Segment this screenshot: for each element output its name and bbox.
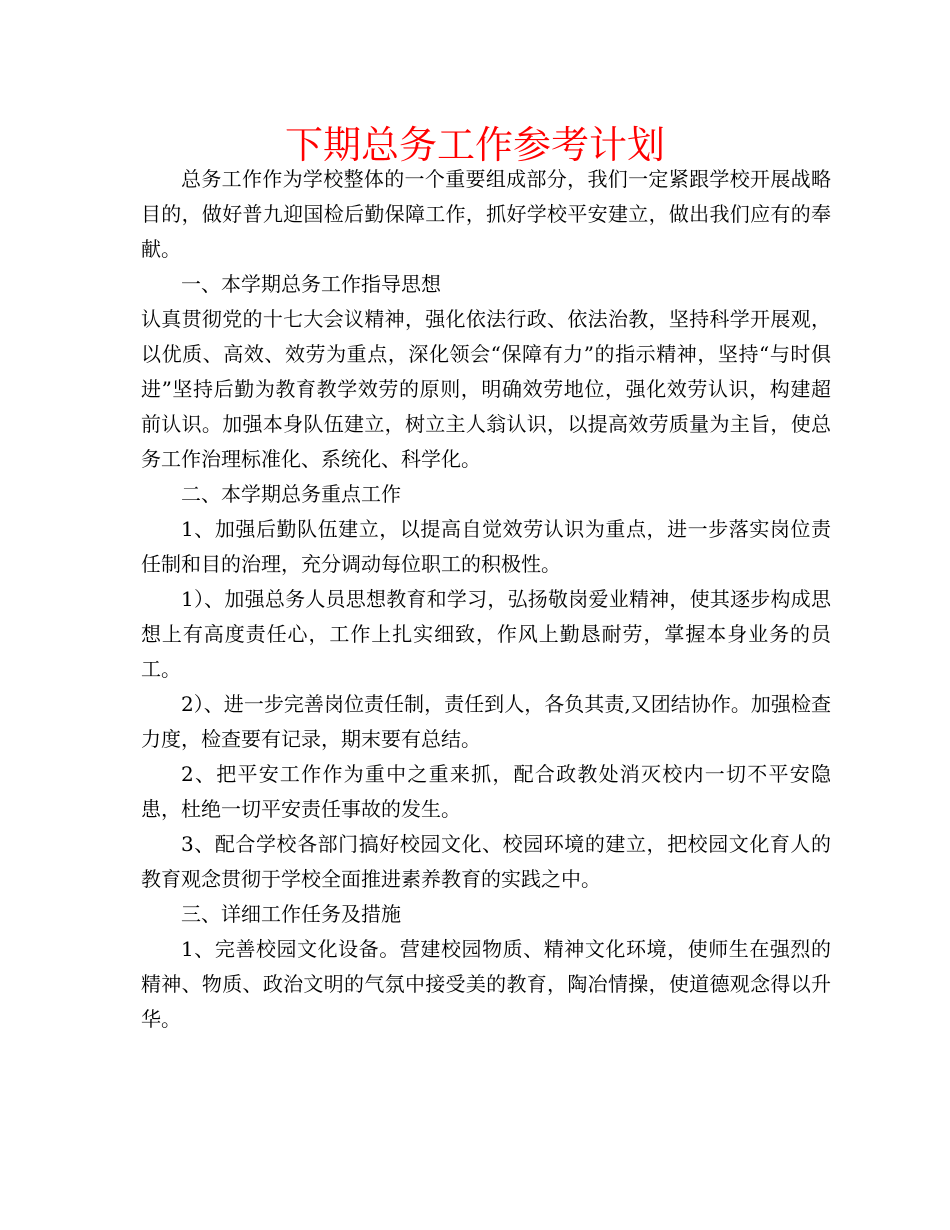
document-title: 下期总务工作参考计划 [284,123,665,167]
paragraph-subitem-1: 1）、加强总务人员思想教育和学习，弘扬敬岗爱业精神，使其逐步构成思想上有高度责任心，工作上扎实细致，作风上勤恳耐劳，掌握本身业务的员工。 [141,587,831,681]
section-heading-key-work: 二、本学期总务重点工作 [181,482,401,506]
paragraph-guiding-thought: 认真贯彻党的十七大会议精神，强化依法行政、依法治教，坚持科学开展观，以优质、高效、效劳为重点，深化领会“保障有力”的指示精神，坚持“与时俱进”坚持后勤为教育教学效劳的原则，明确效劳地位，强化效劳认识，构建超前认识。加强本身队伍建立，树立主人翁认识，以提高效劳质量为主旨，使总务工作治理标准化、系统化、科学化。 [141,307,831,471]
paragraph-item-1: 1、加强后勤队伍建立，以提高自觉效劳认识为重点，进一步落实岗位责任制和目的治理，充分调动每位职工的积极性。 [141,517,831,576]
section-heading-guiding-thought: 一、本学期总务工作指导思想 [181,272,441,296]
paragraph-item-2: 2、把平安工作作为重中之重来抓，配合政教处消灭校内一切不平安隐患，杜绝一切平安责任事故的发生。 [141,762,831,821]
paragraph-task-1: 1、完善校园文化设备。营建校园物质、精神文化环境，使师生在强烈的精神、物质、政治文明的气氛中接受美的教育，陶冶情操，使道德观念得以升华。 [141,937,831,1031]
paragraph-subitem-2: 2）、进一步完善岗位责任制，责任到人，各负其责,又团结协作。加强检查力度，检查要有记录，期末要有总结。 [141,692,831,751]
document-body [141,162,831,1037]
section-heading-tasks: 三、详细工作任务及措施 [181,902,401,926]
paragraph-intro: 总务工作作为学校整体的一个重要组成部分，我们一定紧跟学校开展战略目的，做好普九迎国检后勤保障工作，抓好学校平安建立，做出我们应有的奉献。 [141,167,831,261]
paragraph-item-3: 3、配合学校各部门搞好校园文化、校园环境的建立，把校园文化育人的教育观念贯彻于学校全面推进素养教育的实践之中。 [141,832,831,891]
